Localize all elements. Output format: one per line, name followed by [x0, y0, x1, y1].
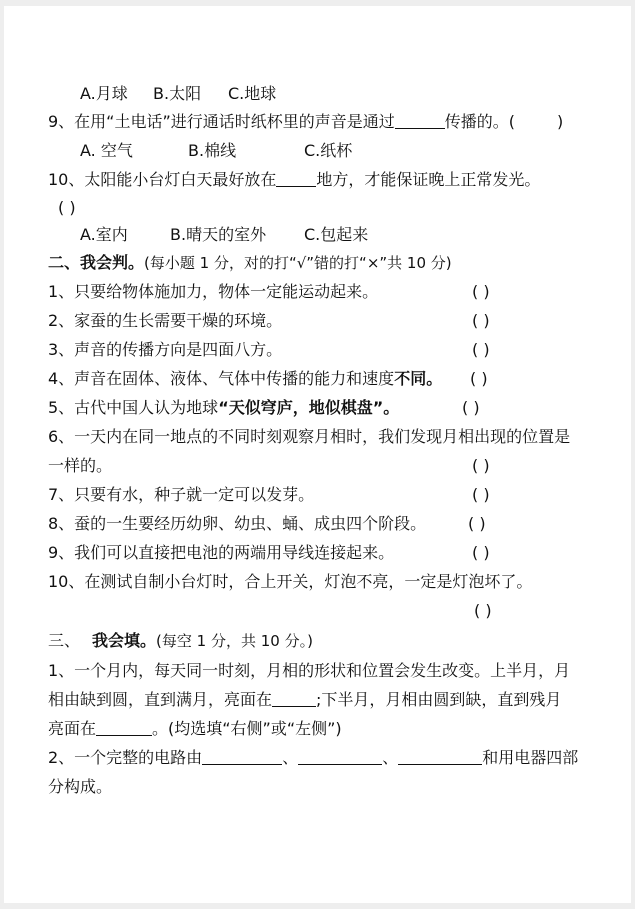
question-10: 10、太阳能小台灯白天最好放在 地方，才能保证晚上正常发光。 [48, 170, 541, 189]
judge-item: 2、家蚕的生长需要干燥的环境。 [48, 311, 283, 330]
option-b: B.太阳 [153, 84, 202, 103]
judge-item: 9、我们可以直接把电池的两端用导线连接起来。 [48, 543, 395, 562]
fill-question-1-line2: 相由缺到圆，直到满月，亮面在 ;下半月，月相由圆到缺，直到残月 [48, 690, 562, 709]
answer-paren: ( ) [472, 543, 490, 562]
answer-blank[interactable] [395, 112, 445, 129]
answer-blank[interactable] [96, 719, 152, 736]
option-b: B.棉线 [188, 141, 237, 160]
answer-paren: ( ) [472, 340, 490, 359]
answer-blank[interactable] [276, 170, 316, 187]
option-a: A. 空气 [80, 141, 133, 160]
judge-item: 1、只要给物体施加力，物体一定能运动起来。 [48, 282, 379, 301]
answer-blank[interactable] [398, 748, 482, 765]
judge-item: 6、一天内在同一地点的不同时刻观察月相时，我们发现月相出现的位置是 [48, 427, 571, 446]
answer-paren: ( ) [470, 369, 488, 388]
answer-paren: ( ) [462, 398, 480, 417]
section-2-heading: 二、我会判。(每小题 1 分，对的打“√”错的打“×”共 10 分) [48, 253, 452, 272]
judge-item: 7、只要有水，种子就一定可以发芽。 [48, 485, 315, 504]
option-a: A.室内 [80, 225, 128, 244]
answer-paren: ( ) [472, 485, 490, 504]
fill-question-2-line2: 分构成。 [48, 777, 113, 796]
fill-question-1: 1、一个月内，每天同一时刻，月相的形状和位置会发生改变。上半月，月 [48, 661, 571, 680]
section-3-heading: 三、 我会填。(每空 1 分，共 10 分。) [48, 631, 313, 650]
option-a: A.月球 [80, 84, 128, 103]
question-9: 9、在用“土电话”进行通话时纸杯里的声音是通过 传播的。( ) [48, 112, 564, 131]
judge-item: 5、古代中国人认为地球“天似穹庐，地似棋盘”。 [48, 398, 400, 417]
answer-blank[interactable] [272, 690, 316, 707]
fill-question-2: 2、一个完整的电路由 、 、 和用电器四部 [48, 748, 579, 767]
answer-blank[interactable] [202, 748, 282, 765]
judge-item: 3、声音的传播方向是四面八方。 [48, 340, 283, 359]
judge-item-continued: 一样的。 [48, 456, 113, 475]
judge-item: 8、蚕的一生要经历幼卵、幼虫、蛹、成虫四个阶段。 [48, 514, 427, 533]
answer-blank[interactable] [298, 748, 382, 765]
fill-question-1-line3: 亮面在 。(均选填“右侧”或“左侧”) [48, 719, 342, 738]
answer-paren: ( ) [58, 198, 76, 217]
option-b: B.晴天的室外 [170, 225, 267, 244]
answer-paren: ( ) [468, 514, 486, 533]
answer-paren: ( ) [472, 282, 490, 301]
answer-paren: ( ) [474, 601, 492, 620]
exam-page [4, 6, 631, 903]
answer-paren: ( ) [472, 311, 490, 330]
option-c: C.纸杯 [304, 141, 353, 160]
option-c: C.地球 [228, 84, 277, 103]
option-c: C.包起来 [304, 225, 369, 244]
answer-paren: ( ) [472, 456, 490, 475]
judge-item: 10、在测试自制小台灯时，合上开关，灯泡不亮，一定是灯泡坏了。 [48, 572, 533, 591]
judge-item: 4、声音在固体、液体、气体中传播的能力和速度不同。 [48, 369, 443, 388]
